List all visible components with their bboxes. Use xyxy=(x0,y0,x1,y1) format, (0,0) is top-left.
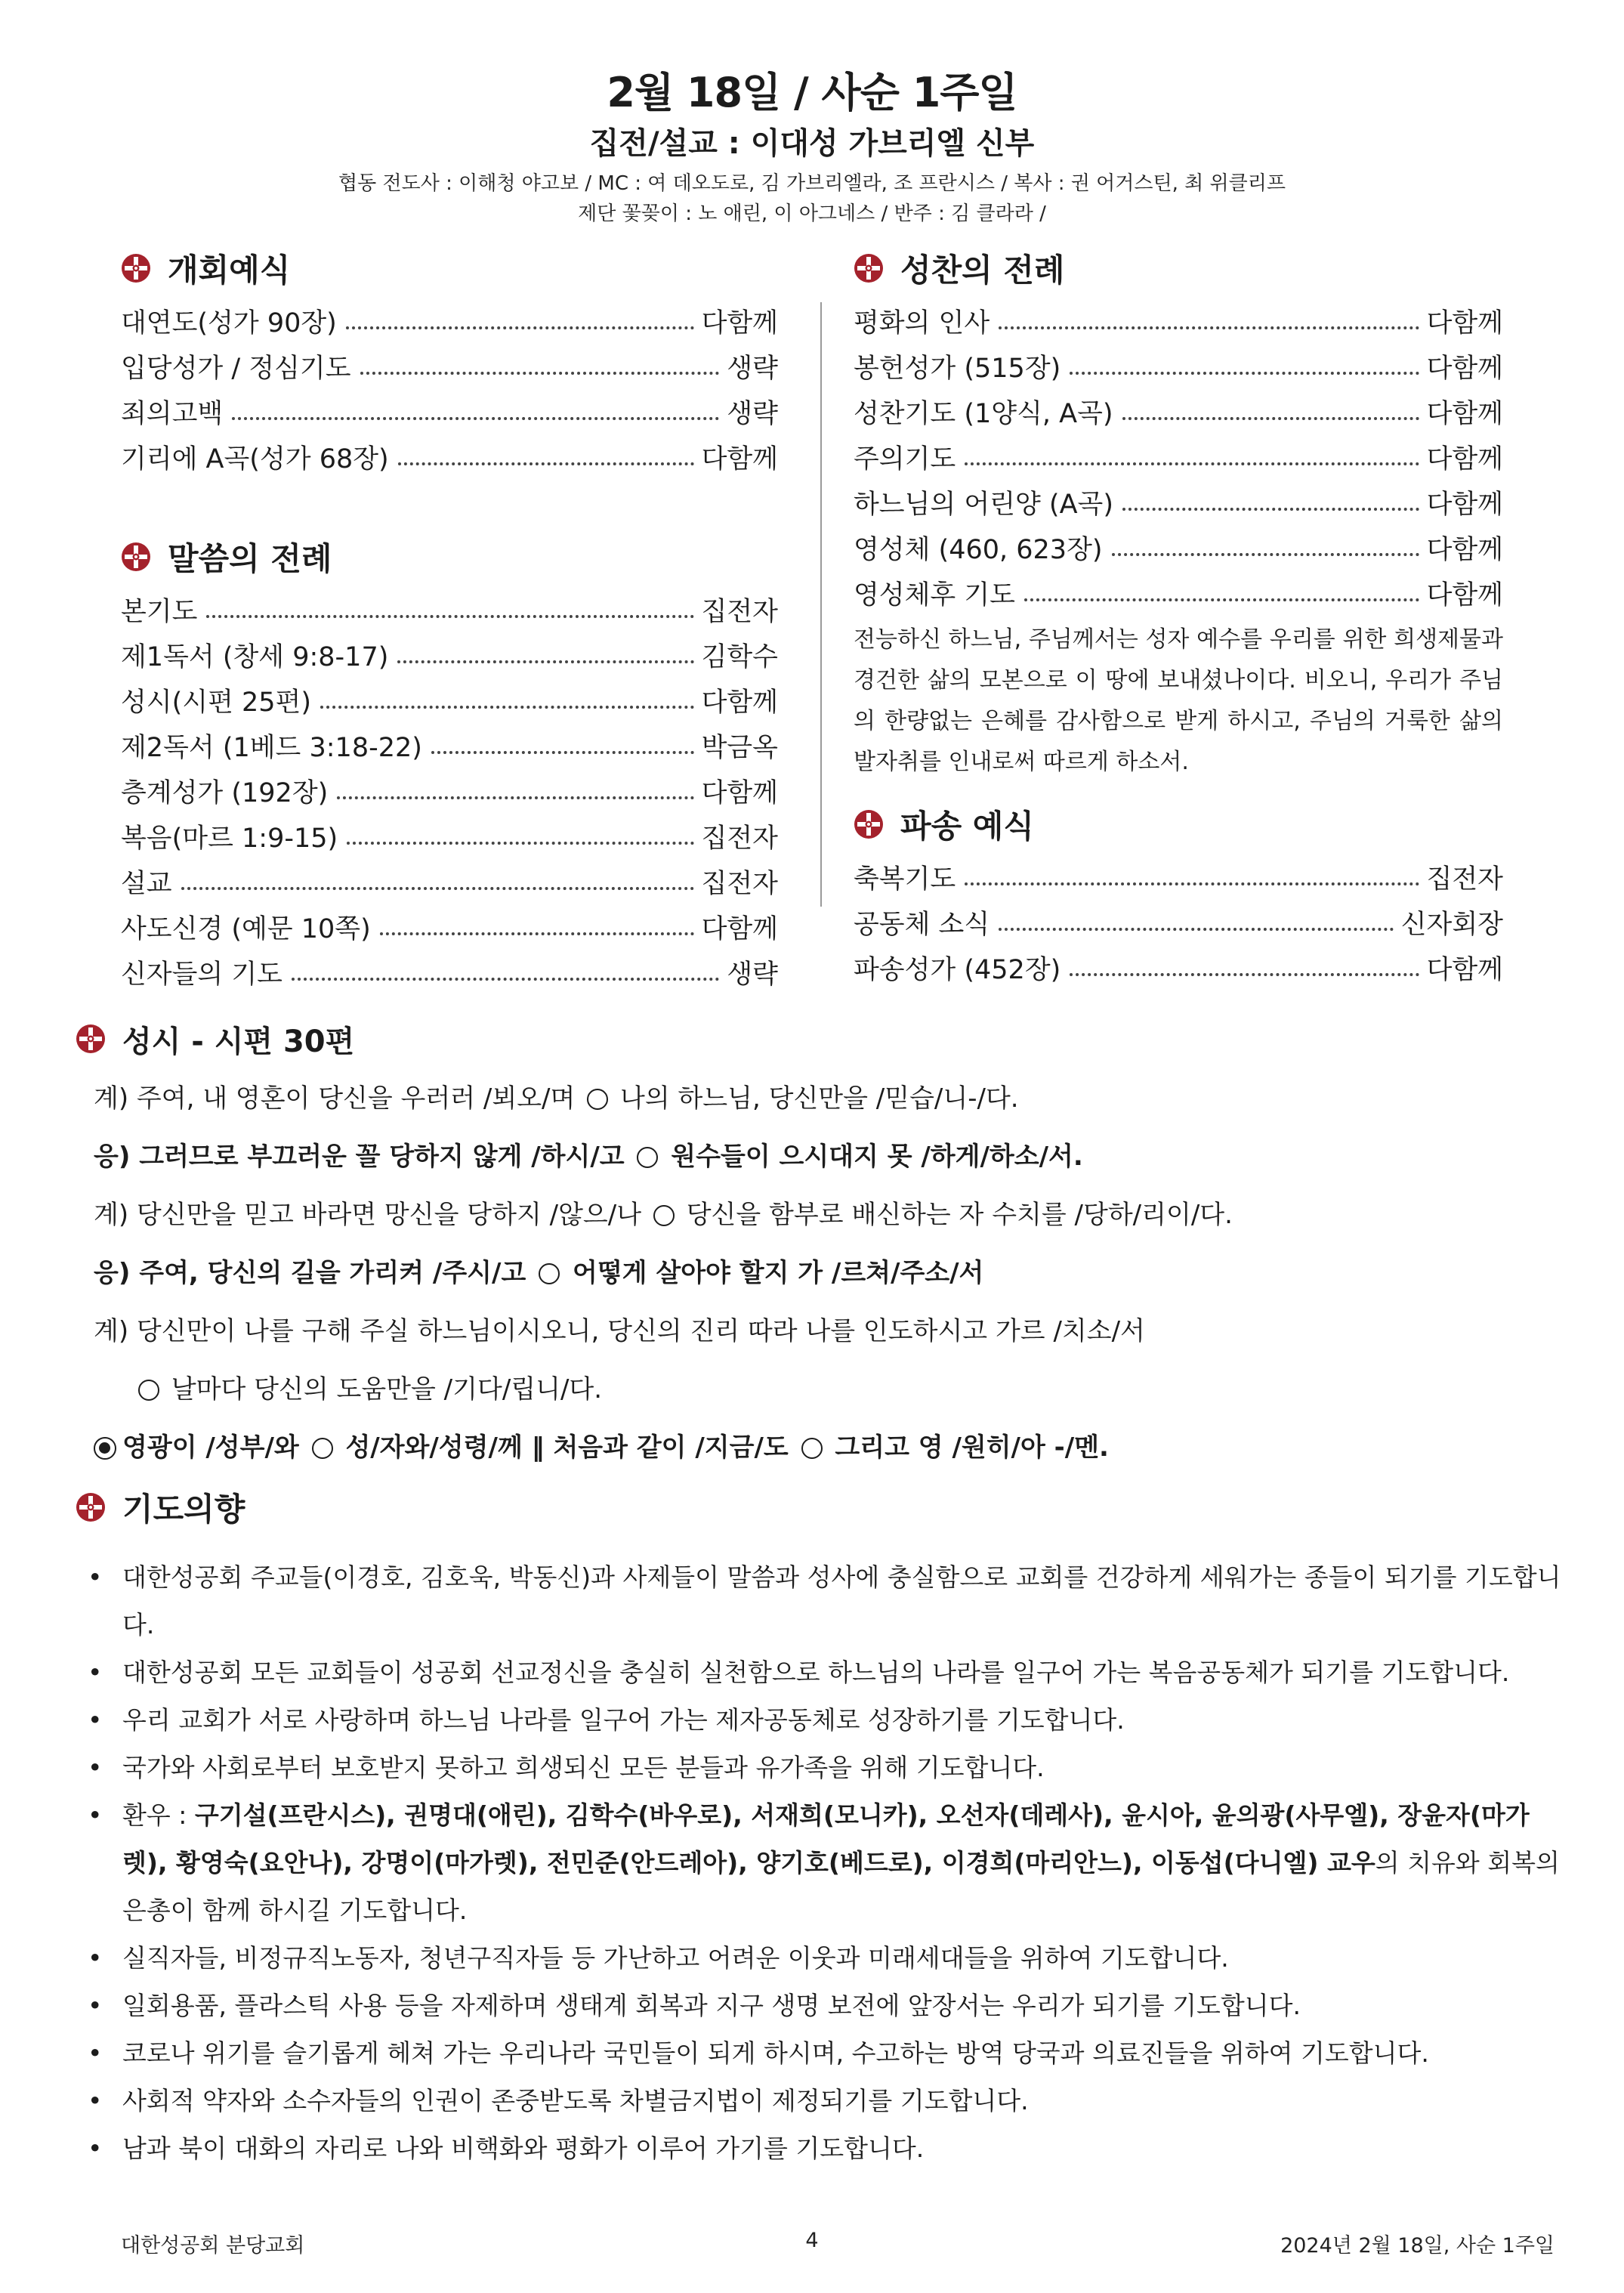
section-title-opening: 개회예식 xyxy=(121,242,778,295)
order-item-role: 생략 xyxy=(727,960,778,990)
order-item-role: 집전자 xyxy=(701,597,778,627)
order-item-role: 다함께 xyxy=(1426,580,1503,610)
eucharist-section xyxy=(854,242,1503,783)
order-item-label: 주의기도 xyxy=(854,444,956,474)
celebrant-line: 집전/설교 : 이대성 가브리엘 신부 xyxy=(589,126,1035,161)
cross-icon xyxy=(121,253,151,283)
opening-list xyxy=(121,295,778,476)
order-item xyxy=(854,476,1503,521)
dot-leader xyxy=(1112,553,1419,556)
dismissal-list xyxy=(854,851,1503,987)
dot-leader xyxy=(397,660,693,663)
order-item-label: 본기도 xyxy=(121,597,198,627)
order-item xyxy=(121,295,778,340)
dismissal-section xyxy=(854,798,1503,987)
cross-icon xyxy=(854,253,884,283)
eucharist-list xyxy=(854,295,1503,612)
altar-music-line: 제단 꽃꽂이 : 노 애린, 이 아그네스 / 반주 : 김 클라라 / xyxy=(578,202,1046,225)
order-item-role: 다함께 xyxy=(701,688,778,718)
order-item-role: 생략 xyxy=(727,354,778,384)
order-item-role: 다함께 xyxy=(701,778,778,808)
post-communion-prayer: 전능하신 하느님, 주님께서는 성자 예수를 우리를 위한 희생제물과 경건한 삶의 모본으로 이 땅에 보내셨나이다. 비오니, 우리가 주님의 한량없는 은혜를 감사함으로 받게 하시고, 주님의 거룩한 삶의 발자취를 인내로써 따르게 하소서. xyxy=(854,626,1503,775)
order-item xyxy=(854,385,1503,431)
psalm-section xyxy=(76,1012,1556,1477)
order-item-label: 대연도(성가 90장) xyxy=(121,308,337,338)
order-item xyxy=(121,855,778,901)
section-title-psalm: 성시 - 시편 30편 xyxy=(76,1012,1556,1065)
section-title-dismissal: 파송 예식 xyxy=(854,798,1503,851)
psalm-line: 날마다 당신의 도움만을 /기다/립니/다. xyxy=(76,1361,1556,1419)
order-item-role: 김학수 xyxy=(701,642,778,672)
intention-item: • 대한성공회 주교들(이경호, 김호욱, 박동신)과 사제들이 말씀과 성사에 충실함으로 교회를 건강하게 세워가는 종들이 되기를 기도합니다. xyxy=(76,1553,1571,1649)
order-item xyxy=(854,941,1503,987)
cross-icon xyxy=(121,542,151,572)
order-item-label: 성찬기도 (1양식, A곡) xyxy=(854,399,1113,429)
order-item-role: 다함께 xyxy=(1426,955,1503,985)
dot-leader xyxy=(431,751,694,754)
intention-item: • 국가와 사회로부터 보호받지 못하고 희생되신 모든 분들과 유가족을 위해 기도합니다. xyxy=(76,1744,1571,1791)
order-item-role: 다함께 xyxy=(1426,354,1503,384)
intention-item: • 남과 북이 대화의 자리로 나와 비핵화와 평화가 이루어 가기를 기도합니다. xyxy=(76,2125,1571,2172)
order-item-label: 죄의고백 xyxy=(121,399,224,429)
circle-mark xyxy=(138,1380,159,1401)
order-item-role: 다함께 xyxy=(701,444,778,474)
circle-mark xyxy=(653,1205,675,1226)
order-item xyxy=(121,629,778,674)
dot-leader xyxy=(360,372,720,375)
order-item-label: 설교 xyxy=(121,869,172,899)
section-title-word: 말씀의 전례 xyxy=(121,530,778,583)
gloria-line: 영광이 /성부/와 성/자와/성령/께 ‖ 처음과 같이 /지금/도 그리고 영 /원히/아 -/멘. xyxy=(76,1419,1556,1477)
intentions-list xyxy=(76,1553,1571,2172)
order-item-label: 영성체 (460, 623장) xyxy=(854,535,1103,565)
footer-church: 대한성공회 분당교회 xyxy=(121,2234,305,2257)
psalm-line: 계) 당신만을 믿고 바라면 망신을 당하지 /않으/나 당신을 함부로 배신하는 자 수치를 /당하/리이/다. xyxy=(94,1200,1233,1230)
psalm-line: 응) 주여, 당신의 길을 가리켜 /주시/고 어떻게 살아야 할지 가 /르쳐/주소/서 xyxy=(94,1258,984,1288)
order-item-label: 공동체 소식 xyxy=(854,910,990,940)
order-item xyxy=(854,431,1503,476)
dot-leader xyxy=(1070,973,1419,976)
dot-leader xyxy=(232,417,719,420)
order-item-label: 파송성가 (452장) xyxy=(854,955,1061,985)
order-item-role: 다함께 xyxy=(1426,490,1503,520)
order-item-label: 영성체후 기도 xyxy=(854,580,1015,610)
order-item-role: 다함께 xyxy=(1426,535,1503,565)
section-title-eucharist: 성찬의 전례 xyxy=(854,242,1503,295)
section-title-intentions: 기도의향 xyxy=(76,1481,1571,1534)
order-item xyxy=(121,340,778,385)
order-item-role: 다함께 xyxy=(701,308,778,338)
intention-item: • 사회적 약자와 소수자들의 인권이 존중받도록 차별금지법이 제정되기를 기도합니다. xyxy=(76,2077,1571,2125)
order-item-role: 집전자 xyxy=(701,824,778,854)
order-item-role: 생략 xyxy=(727,399,778,429)
psalm-line: 응) 그러므로 부끄러운 꼴 당하지 않게 /하시/고 원수들이 으시대지 못 /하게/하소/서. xyxy=(94,1142,1083,1172)
dot-leader xyxy=(1070,372,1419,375)
order-item xyxy=(854,567,1503,612)
circle-mark xyxy=(637,1147,658,1168)
order-item-role: 박금옥 xyxy=(701,733,778,763)
order-item xyxy=(121,719,778,765)
order-item-label: 봉헌성가 (515장) xyxy=(854,354,1061,384)
order-item-label: 신자들의 기도 xyxy=(121,960,283,990)
word-section xyxy=(121,530,778,991)
column-divider xyxy=(820,302,822,907)
order-item-label: 평화의 인사 xyxy=(854,308,990,338)
dot-leader xyxy=(181,887,694,890)
dot-leader xyxy=(965,462,1419,465)
dot-leader xyxy=(292,978,719,981)
order-item xyxy=(121,674,778,719)
order-item xyxy=(854,295,1503,340)
cross-icon xyxy=(854,809,884,839)
order-item-label: 성시(시편 25편) xyxy=(121,688,312,718)
order-item-role: 신자회장 xyxy=(1400,910,1503,940)
order-item xyxy=(854,340,1503,385)
left-column xyxy=(121,242,778,991)
dot-leader xyxy=(1122,417,1419,420)
order-item xyxy=(121,765,778,810)
order-item-label: 입당성가 / 정심기도 xyxy=(121,354,351,384)
psalm-line: 계) 주여, 내 영혼이 당신을 우러러 /뵈오/며 나의 하느님, 당신만을 /믿습/니-/다. xyxy=(94,1083,1019,1114)
order-item-role: 집전자 xyxy=(701,869,778,899)
order-item-label: 제2독서 (1베드 3:18-22) xyxy=(121,733,422,763)
order-item xyxy=(854,851,1503,896)
dot-leader xyxy=(320,706,694,709)
order-item-label: 하느님의 어린양 (A곡) xyxy=(854,490,1113,520)
dot-leader xyxy=(206,615,693,618)
dot-leader xyxy=(337,796,693,799)
order-item xyxy=(121,901,778,946)
word-list xyxy=(121,583,778,991)
order-item xyxy=(854,521,1503,567)
right-column xyxy=(854,242,1503,987)
order-item-role: 다함께 xyxy=(1426,444,1503,474)
page-number: 4 xyxy=(805,2229,819,2252)
order-item xyxy=(121,583,778,629)
circle-mark xyxy=(801,1438,823,1459)
intention-item: • 코로나 위기를 슬기롭게 헤쳐 가는 우리나라 국민들이 되게 하시며, 수고하는 방역 당국과 의료진들을 위하여 기도합니다. xyxy=(76,2029,1571,2077)
order-item xyxy=(121,810,778,855)
dot-leader xyxy=(965,882,1419,885)
footer-date: 2024년 2월 18일, 사순 1주일 xyxy=(1280,2234,1555,2257)
ministers-line: 협동 전도사 : 이해청 야고보 / MC : 여 데오도로, 김 가브리엘라, 조 프란시스 / 복사 : 권 어거스틴, 최 위클리프 xyxy=(338,172,1286,195)
order-item-label: 복음(마르 1:9-15) xyxy=(121,824,338,854)
dot-leader xyxy=(347,842,693,845)
order-item xyxy=(854,896,1503,941)
intention-item-patients: • 환우 : 구기설(프란시스), 권명대(애린), 김학수(바우로), 서재희(모니카), 오선자(데레사), 윤시아, 윤의광(사무엘), 장윤자(마가렛), 황영숙(요안나), 강명이(마가렛), 전민준(안드레아), 양기호(베드로), 이경희(마리안느), 이동섭(다니엘) 교우의 치유와 회복의 은총이 함께 하시길 기도합니다. xyxy=(76,1791,1571,1934)
order-item xyxy=(121,385,778,431)
order-item-role: 다함께 xyxy=(1426,308,1503,338)
circle-mark xyxy=(587,1089,608,1110)
dot-leader xyxy=(380,932,694,935)
order-item-label: 층계성가 (192장) xyxy=(121,778,329,808)
order-item-label: 기리에 A곡(성가 68장) xyxy=(121,444,389,474)
dot-leader xyxy=(346,326,694,329)
order-item xyxy=(121,431,778,476)
order-item-role: 다함께 xyxy=(1426,399,1503,429)
order-item-label: 제1독서 (창세 9:8-17) xyxy=(121,642,389,672)
bullseye-mark xyxy=(94,1437,116,1460)
order-item xyxy=(121,946,778,991)
dot-leader xyxy=(1122,508,1419,511)
order-item-role: 집전자 xyxy=(1426,864,1503,895)
opening-section xyxy=(121,242,778,476)
intention-item: • 우리 교회가 서로 사랑하며 하느님 나라를 일구어 가는 제자공동체로 성장하기를 기도합니다. xyxy=(76,1696,1571,1744)
order-item-label: 사도신경 (예문 10쪽) xyxy=(121,914,371,944)
intention-item: • 실직자들, 비정규직노동자, 청년구직자들 등 가난하고 어려운 이웃과 미래세대들을 위하여 기도합니다. xyxy=(76,1934,1571,1982)
circle-mark xyxy=(539,1263,560,1284)
psalm-line: 계) 당신만이 나를 구해 주실 하느님이시오니, 당신의 진리 따라 나를 인도하시고 가르 /치소/서 xyxy=(94,1316,1145,1346)
dot-leader xyxy=(999,928,1394,931)
order-item-role: 다함께 xyxy=(701,914,778,944)
dot-leader xyxy=(398,462,694,465)
intention-item: • 대한성공회 모든 교회들이 성공회 선교정신을 충실히 실천함으로 하느님의 나라를 일구어 가는 복음공동체가 되기를 기도합니다. xyxy=(76,1649,1571,1696)
dot-leader xyxy=(1024,598,1419,601)
intentions-section xyxy=(76,1481,1571,2172)
cross-icon xyxy=(76,1024,106,1054)
cross-icon xyxy=(76,1492,106,1522)
dot-leader xyxy=(999,326,1419,329)
page-title: 2월 18일 / 사순 1주일 xyxy=(607,69,1017,116)
circle-mark xyxy=(312,1438,333,1459)
order-item-label: 축복기도 xyxy=(854,864,956,895)
intention-item: • 일회용품, 플라스틱 사용 등을 자제하며 생태계 회복과 지구 생명 보전에 앞장서는 우리가 되기를 기도합니다. xyxy=(76,1982,1571,2029)
